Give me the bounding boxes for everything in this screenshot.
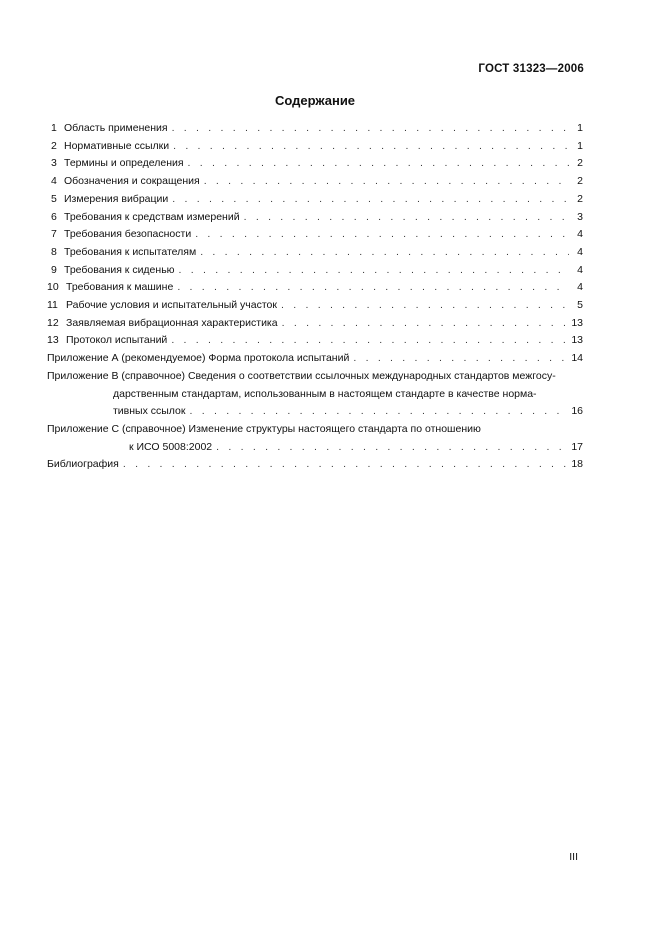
toc-entry-label: Библиография bbox=[47, 458, 119, 471]
toc-leader-dots bbox=[190, 403, 568, 421]
toc-leader-dots bbox=[281, 297, 569, 315]
toc-entry-page: 14 bbox=[571, 352, 583, 365]
document-code: ГОСТ 31323—2006 bbox=[478, 63, 584, 75]
toc-entry-number: 13 bbox=[47, 334, 59, 347]
toc-leader-dots bbox=[173, 138, 569, 156]
toc-entry-label: Рабочие условия и испытательный участок bbox=[66, 299, 277, 312]
toc-entry-page: 18 bbox=[571, 458, 583, 471]
toc-entry-page: 5 bbox=[577, 299, 583, 312]
toc-entry-label: Требования безопасности bbox=[64, 228, 192, 241]
toc-leader-dots bbox=[353, 350, 567, 368]
toc-leader-dots bbox=[179, 262, 569, 280]
toc-entry-label-line: тивных ссылок bbox=[113, 405, 186, 418]
toc-entry-page: 2 bbox=[577, 175, 583, 188]
toc-entry-label: Требования к сиденью bbox=[64, 263, 175, 276]
toc-entry-page: 13 bbox=[571, 334, 583, 347]
toc-entry-7[interactable] bbox=[47, 226, 583, 244]
toc-entry-page: 1 bbox=[577, 122, 583, 134]
toc-entry-number: 11 bbox=[47, 299, 58, 312]
toc-entry-label-line: Приложение В (справочное) Сведения о соответствии ссылочных международных стандартов межгосу- bbox=[47, 369, 556, 382]
toc-entry-2[interactable] bbox=[47, 138, 583, 156]
toc-leader-dots bbox=[195, 226, 569, 244]
toc-entry-label-line: дарственным стандартам, использованным в настоящем стандарте в качестве норма- bbox=[113, 387, 537, 400]
toc-entry-page: 4 bbox=[577, 263, 583, 276]
toc-title: Содержание bbox=[274, 93, 356, 108]
toc-entry-9[interactable] bbox=[47, 262, 583, 280]
toc-entry-annex-b[interactable] bbox=[47, 368, 583, 421]
toc-entry-label: Требования к средствам измерений bbox=[64, 210, 240, 223]
toc-entry-number: 5 bbox=[51, 192, 57, 205]
toc-leader-dots bbox=[172, 191, 569, 209]
toc-entry-page: 2 bbox=[577, 157, 583, 170]
toc-entry-6[interactable] bbox=[47, 209, 583, 227]
toc-leader-dots bbox=[123, 456, 567, 474]
toc-entry-label: Нормативные ссылки bbox=[64, 139, 170, 152]
toc-entry-number: 1 bbox=[51, 122, 57, 134]
toc-leader-dots bbox=[204, 173, 569, 191]
toc-leader-dots bbox=[177, 279, 569, 297]
toc-entry-label: Заявляемая вибрационная характеристика bbox=[66, 316, 278, 329]
toc-entry-page: 4 bbox=[577, 245, 583, 258]
table-of-contents bbox=[47, 120, 583, 474]
toc-leader-dots bbox=[171, 332, 567, 350]
toc-entry-label: Термины и определения bbox=[64, 157, 184, 170]
toc-leader-dots bbox=[216, 439, 567, 457]
toc-entry-12[interactable] bbox=[47, 315, 583, 333]
toc-entry-page: 2 bbox=[577, 192, 583, 205]
toc-entry-label-line: Приложение С (справочное) Изменение структуры настоящего стандарта по отношению bbox=[47, 422, 481, 435]
toc-entry-4[interactable] bbox=[47, 173, 583, 191]
toc-entry-number: 8 bbox=[51, 245, 57, 258]
toc-leader-dots bbox=[244, 209, 569, 227]
toc-entry-13[interactable] bbox=[47, 332, 583, 350]
toc-entry-1[interactable] bbox=[47, 120, 583, 138]
toc-leader-dots bbox=[200, 244, 569, 262]
page-number: III bbox=[569, 851, 578, 863]
toc-entry-label: Измерения вибрации bbox=[64, 192, 169, 205]
toc-entry-bibliography[interactable] bbox=[47, 456, 583, 474]
toc-entry-10[interactable] bbox=[47, 279, 583, 297]
toc-entry-page: 1 bbox=[577, 139, 583, 152]
toc-entry-number: 3 bbox=[51, 157, 57, 170]
toc-entry-number: 10 bbox=[47, 281, 59, 294]
toc-leader-dots bbox=[282, 315, 568, 333]
toc-entry-number: 2 bbox=[51, 139, 57, 152]
toc-entry-5[interactable] bbox=[47, 191, 583, 209]
toc-entry-page: 3 bbox=[577, 210, 583, 223]
toc-entry-page: 17 bbox=[571, 440, 583, 453]
toc-entry-8[interactable] bbox=[47, 244, 583, 262]
toc-entry-label: Требования к испытателям bbox=[64, 245, 197, 258]
toc-entry-3[interactable] bbox=[47, 155, 583, 173]
toc-leader-dots bbox=[172, 120, 569, 138]
toc-entry-page: 16 bbox=[571, 405, 583, 418]
toc-entry-number: 9 bbox=[51, 263, 57, 276]
toc-entry-label: Требования к машине bbox=[66, 281, 174, 294]
toc-entry-11[interactable] bbox=[47, 297, 583, 315]
toc-entry-label: Приложение А (рекомендуемое) Форма протокола испытаний bbox=[47, 352, 350, 365]
toc-entry-label-line: к ИСО 5008:2002 bbox=[129, 440, 213, 453]
toc-entry-number: 7 bbox=[51, 228, 57, 241]
toc-leader-dots bbox=[188, 155, 569, 173]
toc-entry-number: 6 bbox=[51, 210, 57, 223]
toc-entry-number: 12 bbox=[47, 316, 59, 329]
toc-entry-label: Протокол испытаний bbox=[66, 334, 168, 347]
toc-entry-page: 4 bbox=[577, 281, 583, 294]
toc-entry-annex-c[interactable] bbox=[47, 421, 583, 456]
toc-entry-page: 4 bbox=[577, 228, 583, 241]
toc-entry-annex-a[interactable] bbox=[47, 350, 583, 368]
toc-entry-page: 13 bbox=[571, 316, 583, 329]
toc-entry-label: Обозначения и сокращения bbox=[64, 175, 200, 188]
toc-entry-number: 4 bbox=[51, 175, 57, 188]
toc-entry-label: Область применения bbox=[64, 122, 168, 134]
